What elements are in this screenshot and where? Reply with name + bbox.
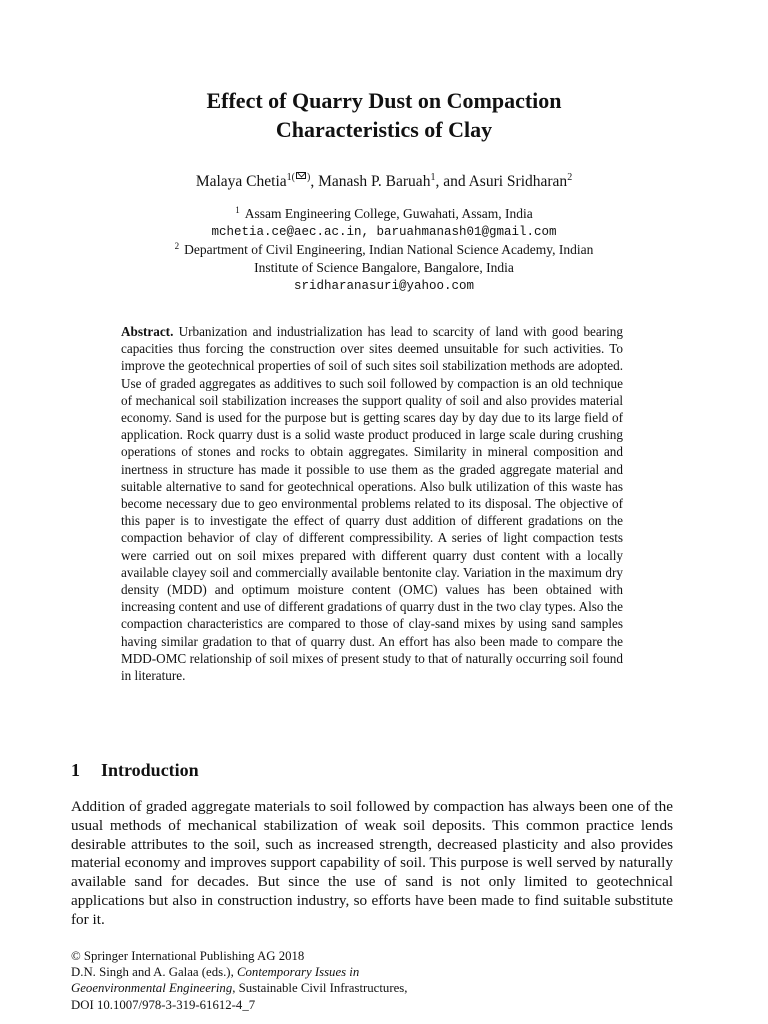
- abstract-text: Urbanization and industrialization has lead to scarcity of land with good bearing capacities thus forcing the construction over sites deemed unsuitable for such activities. To improve the geotechnical properties of soil of such sites soil stabilization methods are adopted. Use of graded aggregates as additives to such soil followed by compaction is an old technique of mechanical soil stabilization increases the support quality of soil and also provides material economy. Sand is used for the purpose but is getting scares day by day due to its large field of application. Rock quarry dust is a solid waste product produced in large scale during crushing operations of stones and rocks to obtain aggregates. Similarity in mineral composition and inertness in structure has made it possible to use them as the graded aggregate material and suitable alternative to sand for geotechnical operations. Also bulk utilization of this waste has become necessary due to geo environmental problems related to its disposal. The objective of this paper is to investigate the effect of quarry dust addition of different gradations on the compaction behavior of clay of different compressibility. A series of light compaction tests were carried out on soil mixes prepared with different quarry dust content with a locally available clayey soil and commercially available bentonite clay. Variation in the maximum dry density (MDD) and optimum moisture content (OMC) values has been obtained with increasing content and use of different gradations of quarry dust in the two clay types. Also the compaction characteristics are compared to those of clay-sand mixes by using sand samples having similar gradation to that of quarry dust. An effort has also been made to compare the MDD-OMC relationship of soil mixes of present study to that of naturally occurring soil found in literature.: [121, 324, 623, 684]
- author-superscript: 1: [430, 172, 436, 183]
- email-line: mchetia.ce@aec.ac.in, baruahmanash01@gmail.com: [211, 225, 557, 239]
- section-number: 1: [71, 760, 80, 780]
- abstract: [121, 323, 623, 684]
- affiliation-line: Institute of Science Bangalore, Bangalore, India: [254, 260, 514, 275]
- author-separator: ,: [310, 173, 319, 190]
- author-separator: , and: [435, 173, 469, 190]
- author-superscript: 2: [567, 172, 573, 183]
- title-line-1: Effect of Quarry Dust on Compaction: [206, 88, 562, 113]
- book-line: Geoenvironmental Engineering, Sustainable Civil Infrastructures,: [71, 981, 408, 996]
- author-name: Malaya Chetia: [195, 173, 287, 190]
- author-superscript: 1( ): [286, 172, 311, 183]
- abstract-label: Abstract.: [121, 324, 174, 339]
- affiliations: [0, 205, 768, 295]
- affiliation-line: $^2$ Department of Civil Engineering, Indian National Science Academy, Indian: [174, 241, 594, 257]
- affiliation-line: $^1$ Assam Engineering College, Guwahati, Assam, India: [235, 205, 533, 221]
- publication-footer: [71, 948, 673, 1013]
- paper-title: [0, 86, 768, 144]
- section-heading: [71, 760, 199, 781]
- author-list: [0, 172, 768, 192]
- intro-paragraph: Addition of graded aggregate materials to soil followed by compaction has always been one of the usual methods of mechanical stabilization of weak soil deposits. This common practice lends desirable attributes to the soil, such as increased strength, decreased plasticity and also provides material economy and improves support capability of soil. This purpose is well served by naturally available sand for decades. But since the use of sand is not only limited to geotechnical applications but also in construction industry, so efforts have been made to find suitable substitute for it.: [71, 798, 673, 928]
- section-title: Introduction: [101, 760, 199, 780]
- author-name: Manash P. Baruah: [318, 173, 431, 190]
- email-line: sridharanasuri@yahoo.com: [293, 279, 475, 293]
- doi-line: DOI 10.1007/978-3-319-61612-4_7: [71, 997, 256, 1012]
- title-line-2: Characteristics of Clay: [275, 117, 493, 142]
- envelope-icon: [296, 172, 306, 179]
- author-name: Asuri Sridharan: [468, 173, 568, 190]
- copyright-line: © Springer International Publishing AG 2018: [71, 949, 305, 963]
- editors-line: D.N. Singh and A. Galaa (eds.), Contemporary Issues in: [71, 965, 360, 980]
